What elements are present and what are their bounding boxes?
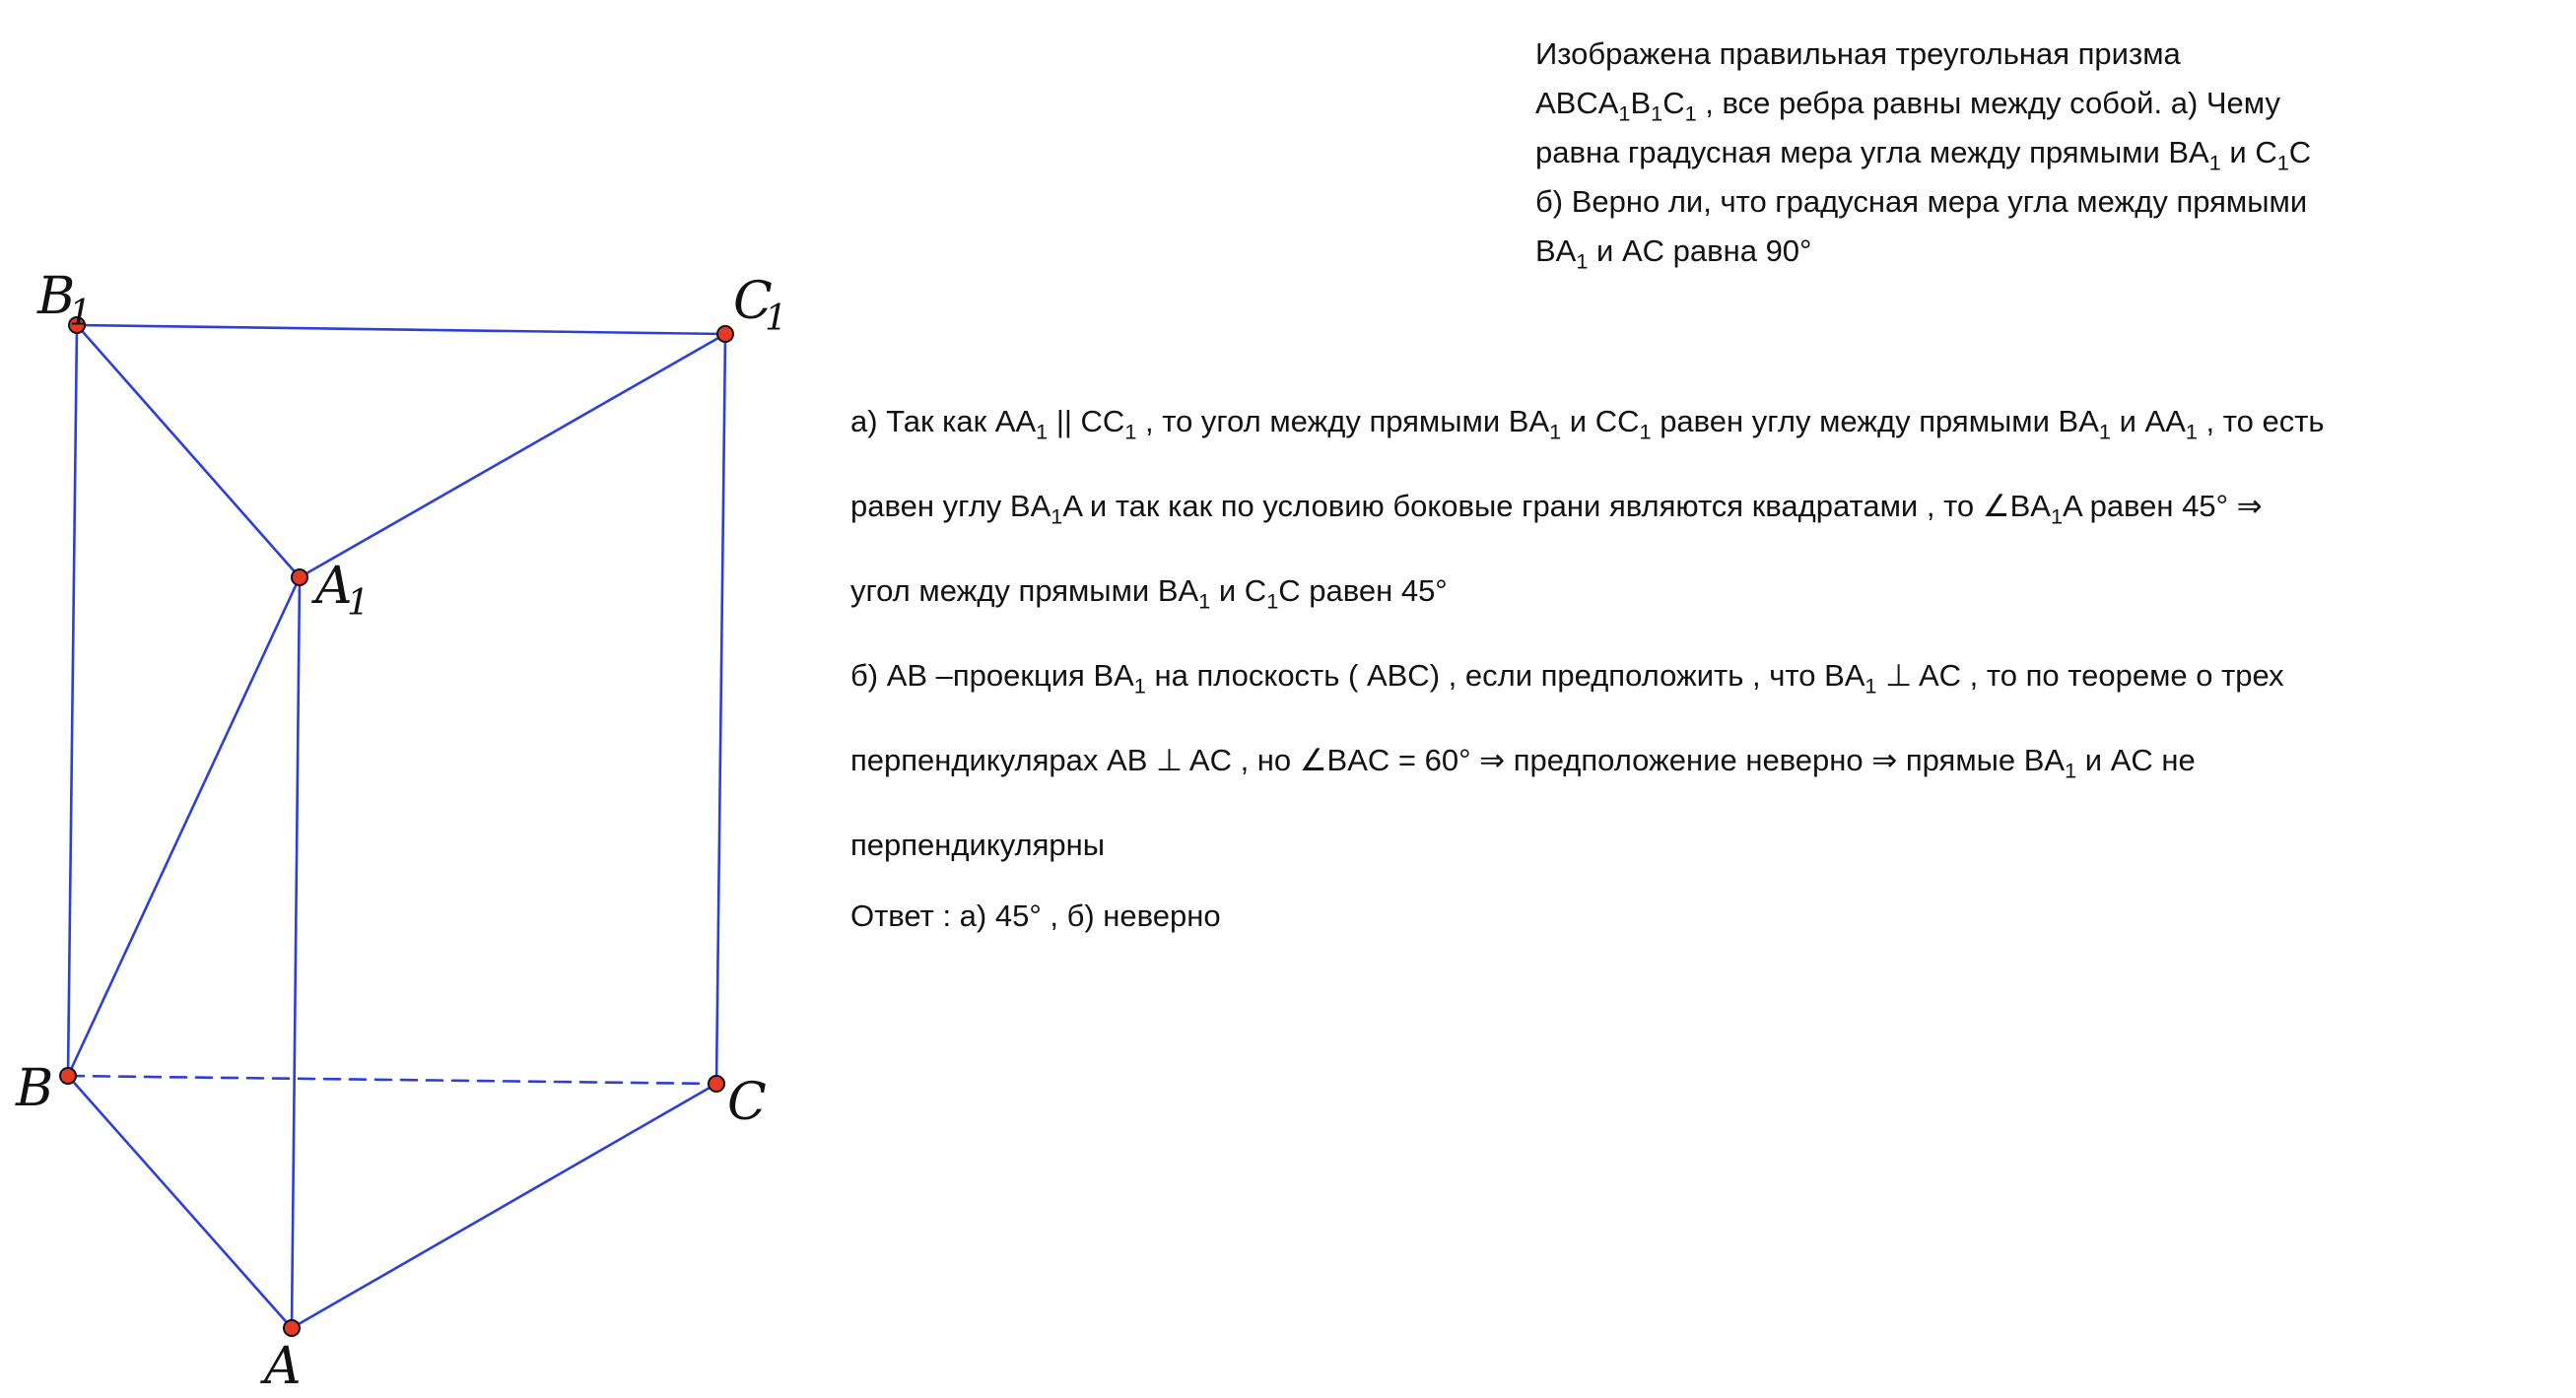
- solution-line-1-part-e: равен углу между прямыми BA: [1651, 404, 2099, 438]
- solution-line-4-sub-2: 1: [1864, 673, 1877, 699]
- solution-line-1-part-c: , то угол между прямыми BA: [1136, 404, 1550, 438]
- problem-line-2-sub-3: 1: [1684, 100, 1697, 126]
- problem-line-2: [1535, 79, 2521, 128]
- solution-line-3-part-b: и C: [1210, 573, 1267, 608]
- edge-A1C1: [300, 334, 725, 577]
- problem-line-2-sub-1: 1: [1618, 100, 1631, 126]
- solution-line-3-part-c: C равен 45°: [1278, 573, 1448, 608]
- edge-B1C1: [77, 325, 725, 334]
- solution-line-5-part-a: перпендикулярах AB ⊥ AC , но ∠BAC = 60° ⇒ предположение неверно ⇒ прямые BA: [850, 743, 2066, 777]
- problem-line-3-sub-1: 1: [2208, 150, 2221, 175]
- solution-line-1-part-d: и CC: [1561, 404, 1640, 438]
- prism-points: [60, 317, 733, 1336]
- point-A1: [292, 569, 307, 585]
- segment-BA1: [68, 577, 300, 1076]
- solution-line-1-sub-2: 1: [1124, 419, 1137, 444]
- problem-line-5-part-a: BA: [1535, 233, 1577, 268]
- point-B: [60, 1068, 76, 1084]
- edge-CC1: [716, 334, 725, 1084]
- solution-line-4-part-b: на плоскость ( ABC) , если предположить , что BA: [1145, 658, 1865, 693]
- prism-edges: [68, 325, 725, 1328]
- problem-line-5: [1535, 227, 2521, 276]
- solution-line-1: [850, 404, 2325, 444]
- point-A: [284, 1320, 300, 1336]
- answer-line: Ответ : а) 45° , б) неверно: [850, 899, 1221, 933]
- solution-line-3: [850, 573, 1448, 614]
- solution-line-1-part-g: , то есть: [2197, 404, 2325, 438]
- label-C: C: [727, 1073, 767, 1132]
- solution-line-1-sub-3: 1: [1549, 419, 1562, 444]
- solution-line-1-sub-5: 1: [2098, 419, 2111, 444]
- problem-line-2-part-b: B: [1630, 86, 1652, 120]
- solution-line-5: [850, 743, 2196, 783]
- problem-line-3-part-c: C: [2288, 135, 2312, 169]
- problem-line-2-part-a: ABCA: [1535, 86, 1619, 120]
- solution-line-1-sub-6: 1: [2185, 419, 2198, 444]
- problem-line-2-part-c: C: [1662, 86, 1685, 120]
- edge-BB1: [68, 325, 77, 1076]
- point-C1: [717, 326, 733, 342]
- edge-BC-hidden: [68, 1076, 716, 1084]
- solution-line-4-part-a: б) AB –проекция BA: [850, 658, 1134, 693]
- edge-AA1: [292, 577, 300, 1328]
- solution-line-4: [850, 658, 2284, 699]
- problem-line-2-part-d: , все ребра равны между собой. а) Чему: [1696, 86, 2280, 120]
- problem-line-1: Изображена правильная треугольная призма: [1535, 36, 2181, 71]
- vertex-labels: [15, 267, 787, 1396]
- solution-line-6: перпендикулярны: [850, 828, 1106, 862]
- solution-line-2-part-b: A и так как по условию боковые грани являются квадратами , то ∠BA: [1062, 489, 2051, 523]
- solution-line-3-sub-2: 1: [1266, 588, 1279, 614]
- problem-line-5-sub-1: 1: [1576, 248, 1589, 274]
- point-C: [709, 1076, 724, 1092]
- label-C1: C1: [733, 272, 787, 339]
- solution-line-2-part-c: A равен 45° ⇒: [2063, 489, 2263, 523]
- solution-line-5-sub-1: 1: [2065, 758, 2077, 783]
- problem-line-4: б) Верно ли, что градусная мера угла между прямыми: [1535, 184, 2308, 219]
- solution-line-3-part-a: угол между прямыми BA: [850, 573, 1199, 608]
- solution-line-4-part-c: ⊥ AC , то по теореме о трех: [1876, 658, 2284, 693]
- solution-line-2: [850, 489, 2263, 529]
- solution-line-1-part-f: и AA: [2110, 404, 2186, 438]
- problem-line-3-part-a: равна градусная мера угла между прямыми BA: [1535, 135, 2209, 169]
- prism-diagram: [0, 0, 808, 1398]
- solution-line-2-sub-1: 1: [1051, 503, 1063, 529]
- problem-line-3: [1535, 128, 2521, 177]
- solution-line-4-sub-1: 1: [1133, 673, 1146, 699]
- edge-AB: [68, 1076, 292, 1328]
- solution-line-2-sub-2: 1: [2050, 503, 2063, 529]
- problem-line-3-sub-2: 1: [2276, 150, 2289, 175]
- label-A: A: [264, 1337, 302, 1396]
- problem-line-5-part-b: и AC равна 90°: [1588, 233, 1812, 268]
- solution-line-1-part-a: а) Так как AA: [850, 404, 1037, 438]
- label-A1: A1: [315, 557, 370, 624]
- problem-line-3-part-b: и C: [2220, 135, 2277, 169]
- solution-line-1-sub-4: 1: [1639, 419, 1652, 444]
- label-B1: B1: [37, 267, 92, 334]
- solution-line-2-part-a: равен углу BA: [850, 489, 1051, 523]
- label-B: B: [16, 1059, 54, 1118]
- edge-B1A1: [77, 325, 300, 577]
- solution-line-1-sub-1: 1: [1036, 419, 1049, 444]
- problem-statement: [1535, 30, 2521, 276]
- solution-line-5-part-b: и AC не: [2076, 743, 2196, 777]
- solution-line-3-sub-1: 1: [1198, 588, 1211, 614]
- solution-line-1-part-b: || CC: [1048, 404, 1125, 438]
- problem-line-2-sub-2: 1: [1651, 100, 1663, 126]
- edge-AC: [292, 1084, 716, 1328]
